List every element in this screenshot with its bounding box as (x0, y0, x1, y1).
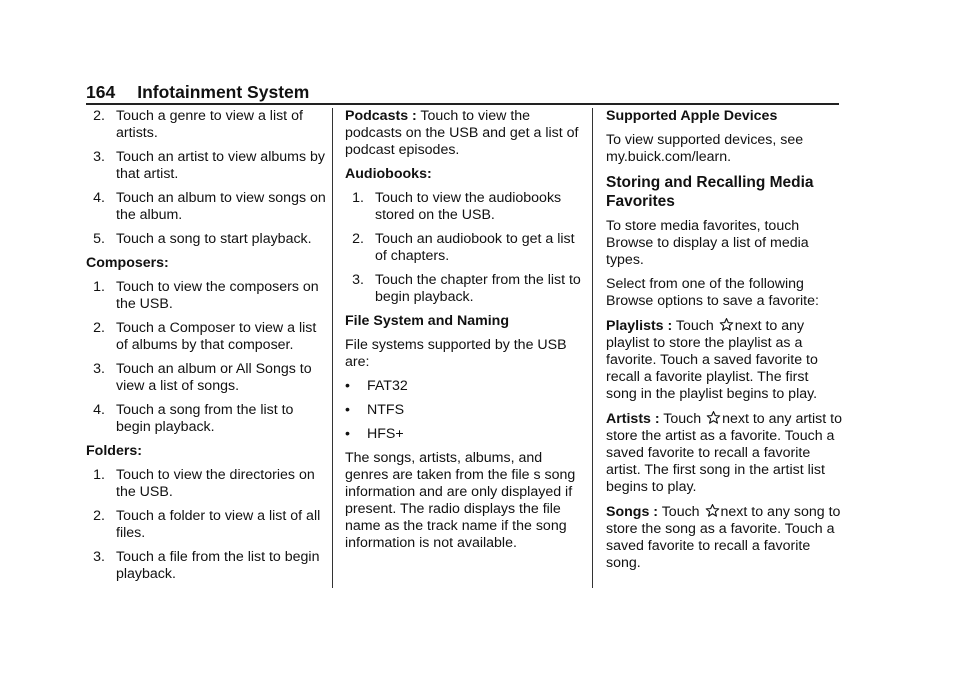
file-system-note: The songs, artists, albums, and genres are taken from the file s song information and are only displayed if present. The radio displays the file name as the track name if the song information is not available. (345, 450, 576, 551)
column-3 (606, 108, 842, 579)
list-item (86, 361, 326, 395)
bullet-icon: • (345, 378, 350, 394)
list-item (86, 231, 326, 248)
apple-devices-heading: Supported Apple Devices (606, 108, 778, 124)
store-intro: To store media favorites, touch Browse to display a list of media types. (606, 218, 809, 268)
list-item-text: Touch a Composer to view a list of albums by that composer. (116, 320, 317, 353)
list-item-text: NTFS (367, 402, 405, 418)
bullet-icon: • (345, 426, 350, 442)
star-outline-icon (719, 317, 734, 332)
header-rule (86, 103, 839, 105)
star-outline-icon (705, 503, 720, 518)
list-item-number: 3. (93, 149, 105, 165)
list-item (345, 231, 585, 265)
list-item-text: Touch an artist to view albums by that artist. (116, 149, 325, 182)
composers-heading: Composers: (86, 255, 169, 271)
list-item (86, 108, 326, 142)
list-item-text: Touch a song from the list to begin playback. (116, 402, 294, 435)
list-item (345, 402, 585, 419)
file-system-heading: File System and Naming (345, 313, 509, 329)
playlists-text: next to any playlist to store the playlist as a favorite. Touch a saved favorite to recall a favorite playlist. The first song in the playlist begins to play. (606, 318, 818, 402)
list-item-text: Touch a folder to view a list of all files. (116, 508, 321, 541)
podcasts-text: Touch to view the podcasts on the USB and get a list of podcast episodes. (345, 108, 579, 158)
column-divider-2 (592, 108, 593, 588)
column-1 (86, 108, 326, 590)
list-item-number: 2. (93, 508, 105, 524)
list-item-number: 3. (93, 361, 105, 377)
column-divider-1 (332, 108, 333, 588)
list-item (86, 279, 326, 313)
favorites-section-title: Storing and Recalling Media Favorites (606, 174, 814, 210)
bullet-icon: • (345, 402, 350, 418)
list-item-number: 1. (352, 190, 364, 206)
playlists-label: Playlists : (606, 318, 673, 334)
list-item-number: 4. (93, 190, 105, 206)
column-2 (345, 108, 585, 559)
artists-label: Artists : (606, 411, 660, 427)
file-system-list (345, 378, 585, 443)
list-item (345, 378, 585, 395)
list-item-text: Touch to view the directories on the USB. (116, 467, 315, 500)
list-item-text: Touch to view the composers on the USB. (116, 279, 319, 312)
songs-paragraph (606, 503, 842, 572)
list-item-number: 4. (93, 402, 105, 418)
list-item-text: Touch a genre to view a list of artists. (116, 108, 303, 141)
songs-label: Songs : (606, 504, 659, 520)
list-item (86, 549, 326, 583)
list-item (86, 402, 326, 436)
artists-text: next to any artist to store the artist as a favorite. Touch a saved favorite to recall a favorite artist. The first song in the artist list begins to play. (606, 411, 842, 495)
list-item-text: Touch to view the audiobooks stored on the USB. (375, 190, 562, 223)
podcasts-paragraph (345, 108, 585, 159)
podcasts-label: Podcasts : (345, 108, 417, 124)
audiobooks-heading: Audiobooks: (345, 166, 432, 182)
list-item-number: 5. (93, 231, 105, 247)
folders-steps-list (86, 467, 326, 583)
list-item-text: FAT32 (367, 378, 408, 394)
list-item-number: 3. (93, 549, 105, 565)
page-title: Infotainment System (137, 82, 310, 102)
apple-devices-text: To view supported devices, see my.buick.com/learn. (606, 132, 804, 165)
songs-text: next to any song to store the song as a favorite. Touch a saved favorite to recall a favorite song. (606, 504, 841, 571)
list-item (345, 272, 585, 306)
list-item-text: Touch an album to view songs on the album. (116, 190, 326, 223)
star-outline-icon (706, 410, 721, 425)
list-item-number: 2. (352, 231, 364, 247)
list-item-number: 1. (93, 467, 105, 483)
list-item-number: 2. (93, 108, 105, 124)
list-item-number: 3. (352, 272, 364, 288)
page-header (86, 82, 309, 103)
list-item-text: HFS+ (367, 426, 404, 442)
list-item-text: Touch a song to start playback. (116, 231, 312, 247)
list-item (345, 426, 585, 443)
artists-touch: Touch (659, 411, 706, 427)
list-item (86, 508, 326, 542)
file-system-intro: File systems supported by the USB are: (345, 337, 567, 370)
folders-heading: Folders: (86, 443, 142, 459)
page-number: 164 (86, 82, 116, 102)
genre-steps-list (86, 108, 326, 248)
list-item-text: Touch a file from the list to begin playback. (116, 549, 320, 582)
playlists-paragraph (606, 317, 842, 403)
list-item (345, 190, 585, 224)
audiobooks-steps-list (345, 190, 585, 306)
artists-paragraph (606, 410, 842, 496)
list-item (86, 467, 326, 501)
list-item-number: 2. (93, 320, 105, 336)
list-item (86, 190, 326, 224)
list-item (86, 320, 326, 354)
list-item-number: 1. (93, 279, 105, 295)
composers-steps-list (86, 279, 326, 436)
list-item (86, 149, 326, 183)
list-item-text: Touch an audiobook to get a list of chapters. (375, 231, 575, 264)
playlists-touch: Touch (672, 318, 718, 334)
songs-touch: Touch (658, 504, 704, 520)
select-text: Select from one of the following Browse options to save a favorite: (606, 276, 819, 309)
list-item-text: Touch the chapter from the list to begin playback. (375, 272, 581, 305)
list-item-text: Touch an album or All Songs to view a list of songs. (116, 361, 312, 394)
